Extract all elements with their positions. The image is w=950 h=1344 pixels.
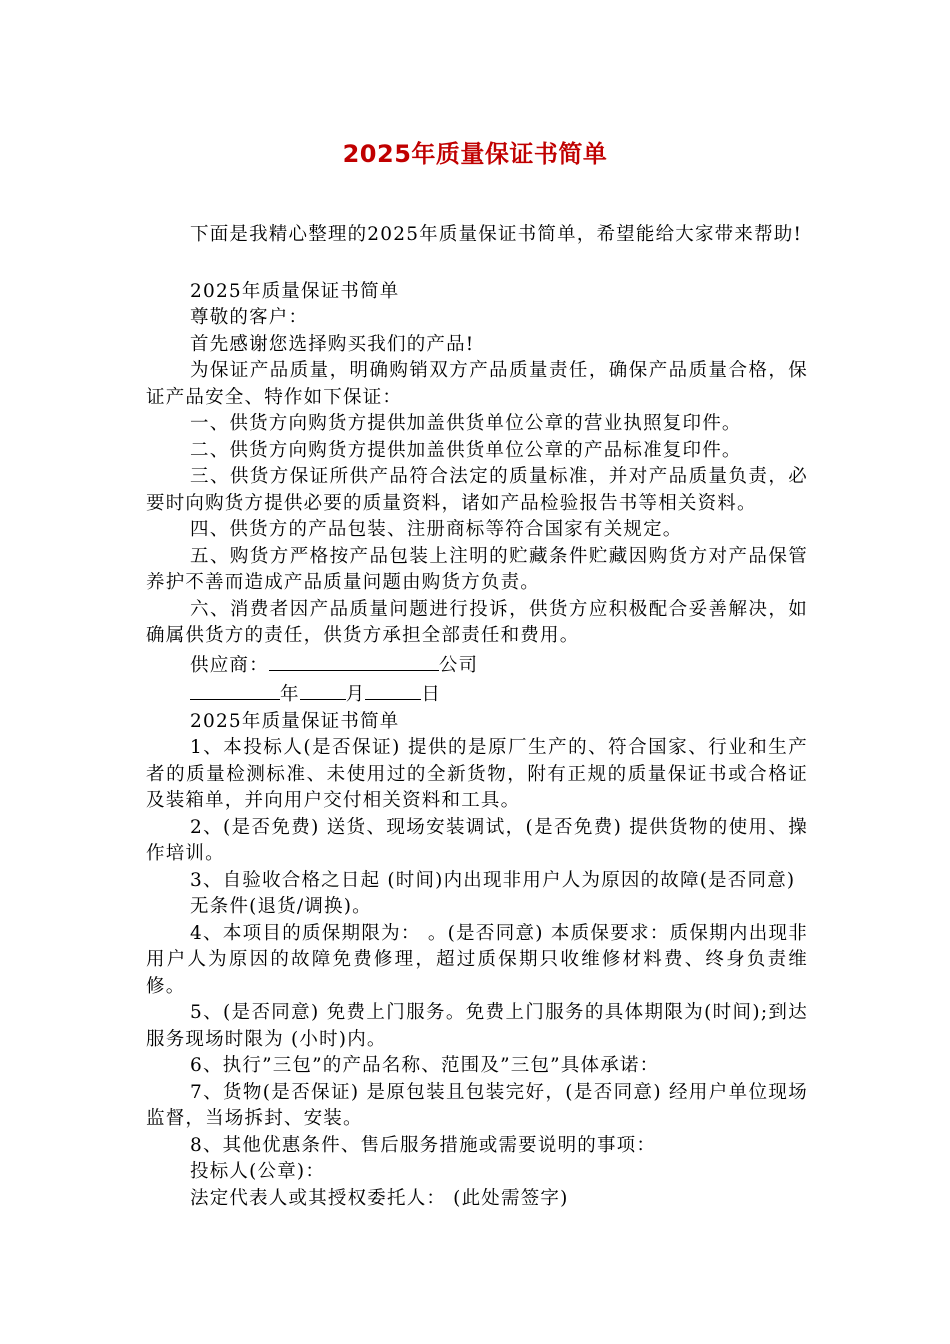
paragraph: 2、(是否免费) 送货、现场安装调试，(是否免费) 提供货物的使用、操作培训。 [146,816,808,864]
month-label: 月 [345,684,366,705]
paragraph: 六、消费者因产品质量问题进行投诉，供货方应积极配合妥善解决，如确属供货方的责任，供货方承担全部责任和费用。 [146,598,808,646]
document-title: 2025年质量保证书简单 [342,140,608,168]
paragraph: 四、供货方的产品包装、注册商标等符合国家有关规定。 [190,519,683,540]
supplier-suffix: 公司 [438,654,479,676]
section2-heading: 2025年质量保证书简单 [190,710,400,732]
paragraph: 投标人(公章)： [190,1161,326,1182]
day-blank[interactable] [365,679,421,700]
day-label: 日 [421,684,442,705]
paragraph: 7、货物(是否保证) 是原包装且包装完好，(是否同意) 经用户单位现场监督，当场拆封、安装。 [146,1081,808,1129]
paragraph: 6、执行”三包”的产品名称、范围及”三包”具体承诺： [190,1055,660,1076]
paragraph: 8、其他优惠条件、售后服务措施或需要说明的事项： [190,1134,657,1156]
intro-paragraph: 下面是我精心整理的2025年质量保证书简单，希望能给大家带来帮助! [190,224,803,245]
supplier-label: 供应商： [190,654,269,676]
month-blank[interactable] [300,679,346,700]
paragraph: 一、供货方向购货方提供加盖供货单位公章的营业执照复印件。 [190,413,742,434]
paragraph: 3、自验收合格之日起 (时间)内出现非用户人为原因的故障(是否同意) [190,869,796,891]
paragraph: 法定代表人或其授权委托人： (此处需签字) [190,1187,569,1209]
supplier-name-blank[interactable] [269,650,439,671]
paragraph: 三、供货方保证所供产品符合法定的质量标准，并对产品质量负责，必要时向购货方提供必要的质量资料，诸如产品检验报告书等相关资料。 [146,466,808,514]
paragraph: 二、供货方向购货方提供加盖供货单位公章的产品标准复印件。 [190,439,742,461]
document-body [146,222,808,1212]
year-label: 年 [280,684,300,705]
paragraph: 为保证产品质量，明确购销双方产品质量责任，确保产品质量合格，保证产品安全、特作如下保证： [146,360,808,408]
paragraph: 五、购货方严格按产品包装上注明的贮藏条件贮藏因购货方对产品保管养护不善而造成产品质量问题由购货方负责。 [146,545,808,593]
paragraph: 5、(是否同意) 免费上门服务。免费上门服务的具体期限为(时间);到达服务现场时限为 (小时)内。 [146,1002,808,1050]
section1-heading: 2025年质量保证书简单 [190,280,400,302]
supplier-line [146,650,808,680]
date-line [146,679,808,709]
paragraph: 4、本项目的质保期限为： 。(是否同意) 本质保要求：质保期内出现非用户人为原因的故障免费修理，超过质保期只收维修材料费、终身负责维修。 [146,922,808,997]
paragraph: 首先感谢您选择购买我们的产品! [190,333,475,355]
year-blank[interactable] [190,679,280,700]
paragraph: 无条件(退货/调换)。 [190,896,372,917]
paragraph: 1、本投标人(是否保证) 提供的是原厂生产的、符合国家、行业和生产者的质量检测标准、未使用过的全新货物，附有正规的质量保证书或合格证及装箱单，并向用户交付相关资料和工具。 [146,737,808,811]
greeting: 尊敬的客户： [190,307,309,328]
